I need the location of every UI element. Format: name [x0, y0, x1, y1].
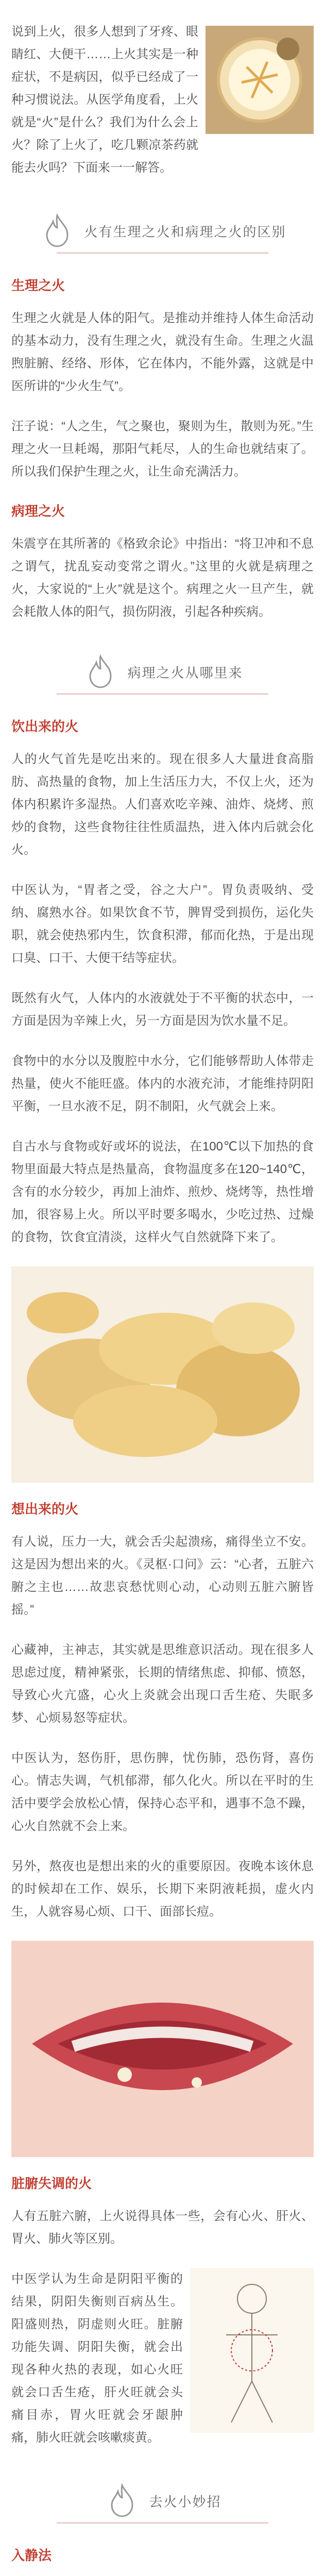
section-banner-fire-origin: [0, 641, 325, 703]
banner-title: 病理之火从哪里来: [127, 665, 243, 681]
paragraph: 有人说，压力一大，就会舌尖起溃疡，痛得坐立不安。这是因为想出来的火。《灵枢·口问》云：“心者，五脏六腑之主也……故悲哀愁忧则心动，心动则五脏六腑皆摇。”: [11, 1535, 314, 1617]
banner-title: 去火小妙招: [149, 2494, 221, 2510]
heading-patho-fire: 病理之火: [11, 503, 65, 519]
heading-physio-fire: 生理之火: [11, 278, 65, 293]
heading-organ-fire: 脏腑失调的火: [11, 2176, 92, 2191]
intro-text: 说到上火，很多人想到了牙疼、眼睛红、大便干……上火其实是一种症状，不是病因，似乎已经成了一种习惯说法。从医学角度看，上火就是“火”是什么？我们为什么会上火？除了上火了，吃几颗凉茶药就能去火吗？下面来一一解答。: [11, 25, 198, 175]
organ-diagram: [190, 2268, 314, 2433]
intro-block: [0, 0, 325, 179]
banner-underline: [57, 693, 268, 694]
fire-icon: [39, 212, 76, 249]
heading-eaten-fire: 饮出来的火: [11, 719, 79, 734]
paragraph: 中医学认为生命是阴阳平衡的结果，阴阳失衡则百病丛生。阳盛则热，阴虚则火旺。脏腑功能失调、阴阳失衡，就会出现各种火热的表现，如心火旺就会口舌生疮，肝火旺就会头痛目赤，胃火旺就会牙龈肿痛，肺火旺就会咳嗽痰黄。: [11, 2272, 183, 2445]
paragraph: 生理之火就是人体的阳气。是推动并维持人体生命活动的基本动力，没有生理之火，就没有生命。生理之火温煦脏腑、经络、形体，它在体内，不能外露，这就是中医所讲的“少火生气”。: [11, 311, 314, 393]
mouth-ulcer-photo: [11, 1941, 314, 2160]
paragraph: 中医认为，“胃者之受，谷之大户”。胃负责吸纳、受纳、腐熟水谷。如果饮食不节，脾胃受到损伤，运化失职，就会使热邪内生，饮食积滞，郁而化热，于是出现口臭、口干、大便干结等症状。: [11, 883, 314, 965]
section-banner-remedy: [0, 2470, 325, 2532]
paragraph: 自古水与食物或好或坏的说法，在100℃以下加热的食物里面最大特点是热量高，食物温度多在120~140℃，含有的水分较少，再加上油炸、煎炒、烧烤等，热性增加，很容易上火。所以平时要多喝水，少吃过热、过燥的食物，饮食宜清淡，这样火气自然就降下来了。: [11, 1140, 314, 1244]
paragraph: 汪子说：“人之生，气之聚也，聚则为生，散则为死。”生理之火一旦耗竭，那阳气耗尽，人的生命也就结束了。所以我们保护生理之火，让生命充满活力。: [11, 419, 314, 479]
paragraph: 既然有火气，人体内的水液就处于不平衡的状态中，一方面是因为辛辣上火，另一方面是因为饮水量不足。: [11, 991, 314, 1028]
heading-meditation: 入静法: [11, 2548, 52, 2563]
paragraph: 另外，熬夜也是想出来的火的重要原因。夜晚本该休息的时候却在工作、娱乐，长期下来阴液耗损，虚火内生，人就容易心烦、口干、面部长痘。: [11, 1859, 314, 1919]
paragraph: 朱震亨在其所著的《格致余论》中指出：“将卫冲和不息之谓气，扰乱妄动变常之谓火。”这里的火就是病理之火，大家说的“上火”就是这个。病理之火一旦产生，就会耗散人体的阳气，损伤阴液，引起各种疾病。: [11, 537, 314, 619]
paragraph: 人的火气首先是吃出来的。现在很多人大量进食高脂肪、高热量的食物，加上生活压力大，不仅上火，还为体内积累许多湿热。人们喜欢吃辛辣、油炸、烧烤、煎炒的食物，这些食物往往性质温热，进入体内后就会化火。: [11, 752, 314, 857]
fire-icon: [104, 2482, 141, 2519]
paragraph: 心藏神，主神志，其实就是思维意识活动。现在很多人思虑过度，精神紧张，长期的情绪焦虑、抑郁、愤怒，导致心火亢盛，心火上炎就会出现口舌生疮、失眠多梦、心烦易怒等症状。: [11, 1643, 314, 1725]
chips-photo: [11, 1266, 314, 1485]
intro-image: [206, 26, 314, 134]
organ-block: [0, 2268, 325, 2449]
banner-title: 火有生理之火和病理之火的区别: [84, 224, 286, 240]
fire-icon: [82, 653, 119, 690]
heading-mind-fire: 想出来的火: [11, 1501, 79, 1517]
paragraph: 中医认为，怒伤肝，思伤脾，忧伤肺，恐伤肾，喜伤心。情志失调，气机郁滞，郁久化火。所以在平时的生活中要学会放松心情，保持心态平和，遇事不急不躁，心火自然就不会上来。: [11, 1751, 314, 1833]
banner-underline: [57, 2522, 268, 2523]
banner-underline: [57, 252, 268, 253]
paragraph: 人有五脏六腑，上火说得具体一些，会有心火、肝火、胃火、肺火等区别。: [11, 2209, 314, 2246]
section-banner-fire-types: [0, 200, 325, 262]
paragraph: 食物中的水分以及腹腔中水分，它们能够帮助人体带走热量，使火不能旺盛。体内的水液充沛，才能维持阴阳平衡，一旦水液不足，阴不制阳，火气就会上来。: [11, 1054, 314, 1113]
